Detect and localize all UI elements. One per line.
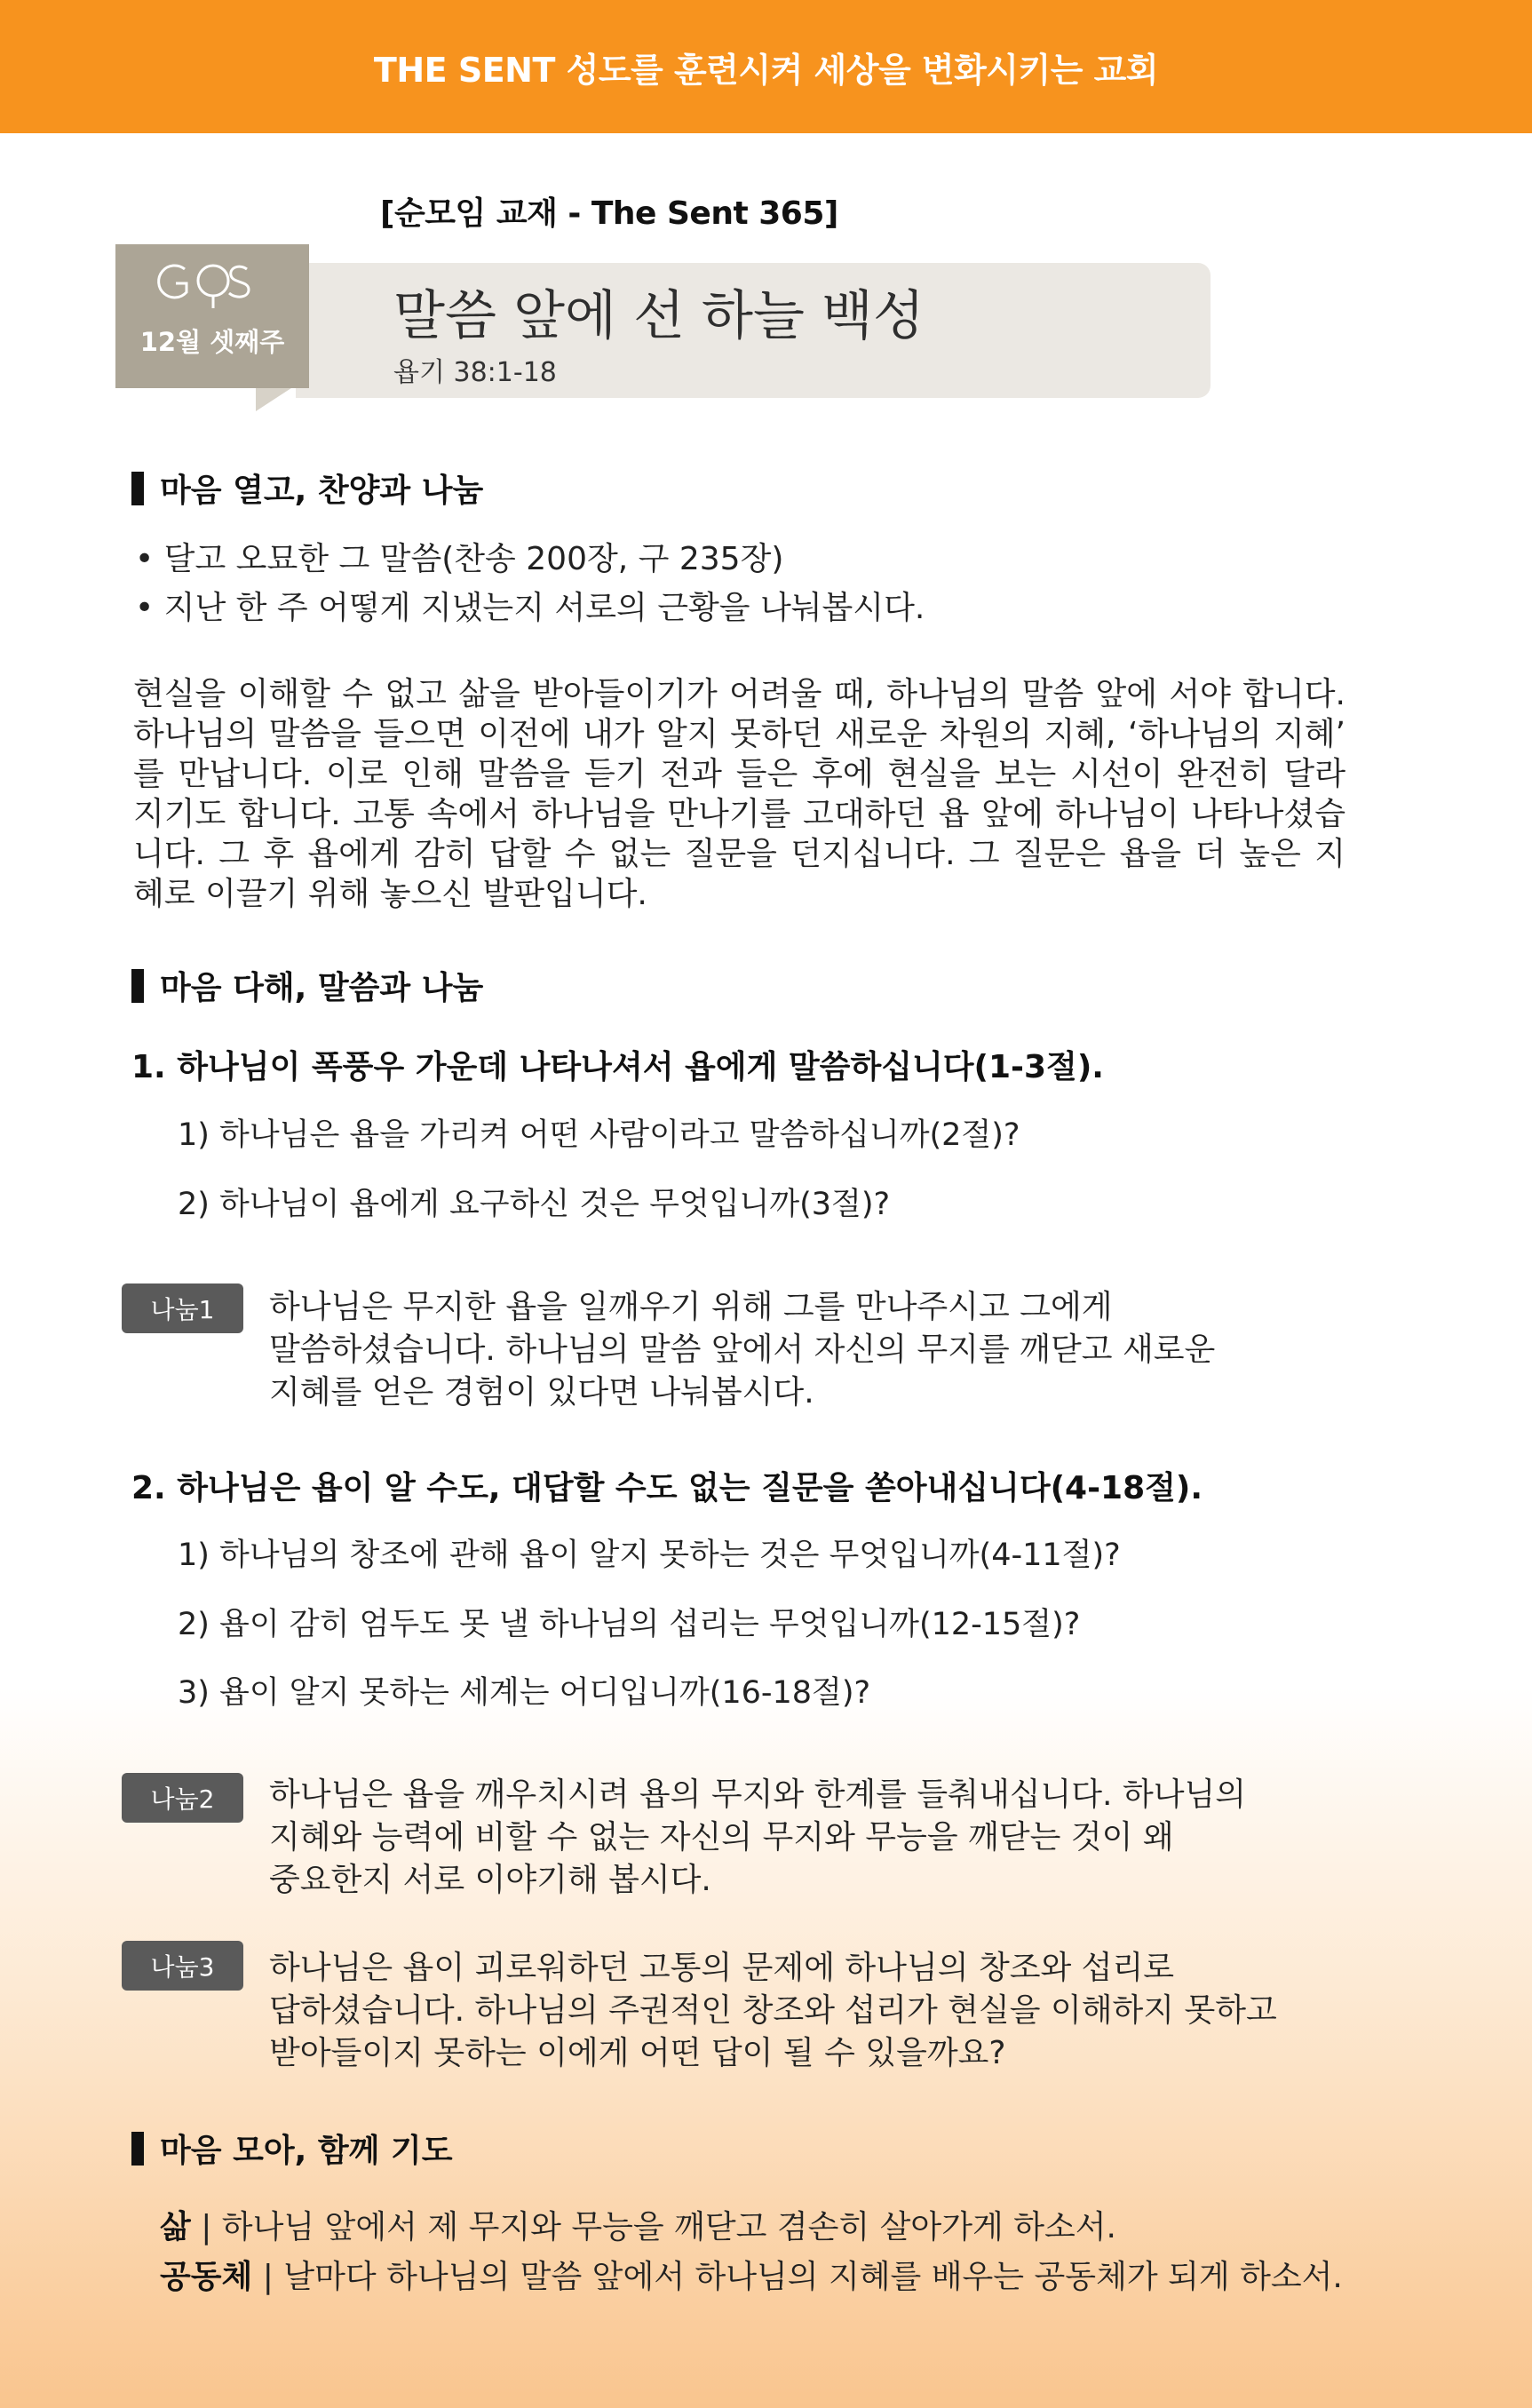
section-heading-prayer: 마음 모아, 함께 기도 xyxy=(131,2126,452,2171)
share-1-text: 하나님은 무지한 욥을 일깨우기 위해 그를 만나주시고 그에게 말씀하셨습니다. 하나님의 말씀 앞에서 자신의 무지를 깨닫고 새로운 지혜를 얻은 경험이 있다면 나눠봅시다. xyxy=(269,1289,1216,1411)
question-1-title: 1. 하나님이 폭풍우 가운데 나타나셔서 욥에게 말씀하십니다(1-3절). xyxy=(131,1049,1104,1085)
share-3-badge: 나눔3 xyxy=(122,1941,243,1991)
question-2-title: 2. 하나님은 욥이 알 수도, 대답할 수도 없는 질문을 쏟아내십니다(4-18절). xyxy=(131,1470,1203,1506)
gqs-badge xyxy=(115,244,309,388)
question-1-2: 2) 하나님이 욥에게 요구하신 것은 무엇입니까(3절)? xyxy=(178,1187,891,1222)
share-3-text: 하나님은 욥이 괴로워하던 고통의 문제에 하나님의 창조와 섭리로 답하셨습니다. 하나님의 주권적인 창조와 섭리가 현실을 이해하지 못하고 받아들이지 못하는 이에게 어떤 답이 될 수 있을까요? xyxy=(269,1950,1277,2071)
week-label: 12월 셋째주 xyxy=(139,327,285,357)
question-2-3: 3) 욥이 알지 못하는 세계는 어디입니까(16-18절)? xyxy=(178,1675,871,1711)
question-2-2: 2) 욥이 감히 엄두도 못 낼 하나님의 섭리는 무엇입니까(12-15절)? xyxy=(178,1607,1081,1642)
question-2-1: 1) 하나님의 창조에 관해 욥이 알지 못하는 것은 무엇입니까(4-11절)? xyxy=(178,1538,1121,1573)
section-heading-word: 마음 다해, 말씀과 나눔 xyxy=(131,963,483,1008)
bullet-hymn: • 달고 오묘한 그 말씀(찬송 200장, 구 235장) xyxy=(135,541,784,577)
heading-marker xyxy=(131,2132,144,2166)
question-1-1: 1) 하나님은 욥을 가리켜 어떤 사람이라고 말씀하십니까(2절)? xyxy=(178,1117,1020,1153)
section-heading-open: 마음 열고, 찬양과 나눔 xyxy=(131,465,483,511)
bullet-checkin: • 지난 한 주 어떻게 지냈는지 서로의 근황을 나눠봅시다. xyxy=(135,590,925,626)
share-2-text: 하나님은 욥을 깨우치시려 욥의 무지와 한계를 들춰내십니다. 하나님의 지혜와 능력에 비할 수 없는 자신의 무지와 무능을 깨닫는 것이 왜 중요한지 서로 이야기해 봅시다. xyxy=(269,1776,1247,1898)
prayer-life: 삶 | 하나님 앞에서 제 무지와 무능을 깨닫고 겸손히 살아가게 하소서. xyxy=(160,2209,1116,2245)
prayer-community: 공동체 | 날마다 하나님의 말씀 앞에서 하나님의 지혜를 배우는 공동체가 되게 하소서. xyxy=(160,2259,1343,2295)
header-banner-text: THE SENT 성도를 훈련시켜 세상을 변화시키는 교회 xyxy=(373,50,1159,90)
series-label: [순모임 교재 - The Sent 365] xyxy=(380,195,838,232)
heading-marker xyxy=(131,472,144,505)
intro-paragraph: 현실을 이해할 수 없고 삶을 받아들이기가 어려울 때, 하나님의 말씀 앞에 서야 합니다. 하나님의 말씀을 들으면 이전에 내가 알지 못하던 새로운 차원의 지혜, ‘하나님의 지혜’ 를 만납니다. 이로 인해 말씀을 듣기 전과 들은 후에 현실을 보는 시선이 완전히 달라 지기도 합니다. 고통 속에서 하나님을 만나기를 고대하던 욥 앞에 하나님이 나타나셨습 니다. 그 후 욥에게 감히 답할 수 없는 질문을 던지십니다. 그 질문은 욥을 더 높은 지 혜로 이끌기 위해 놓으신 발판입니다. xyxy=(133,676,1345,912)
lesson-title-box xyxy=(296,263,1211,398)
badge-tail-shape xyxy=(256,385,297,411)
gqs-logo-icon xyxy=(115,257,309,310)
heading-marker xyxy=(131,969,144,1003)
lesson-title: 말씀 앞에 선 하늘 백성 xyxy=(393,285,925,347)
header-banner xyxy=(0,0,1532,133)
scripture-reference: 욥기 38:1-18 xyxy=(393,357,557,388)
share-1-badge: 나눔1 xyxy=(122,1283,243,1333)
share-2-badge: 나눔2 xyxy=(122,1773,243,1823)
